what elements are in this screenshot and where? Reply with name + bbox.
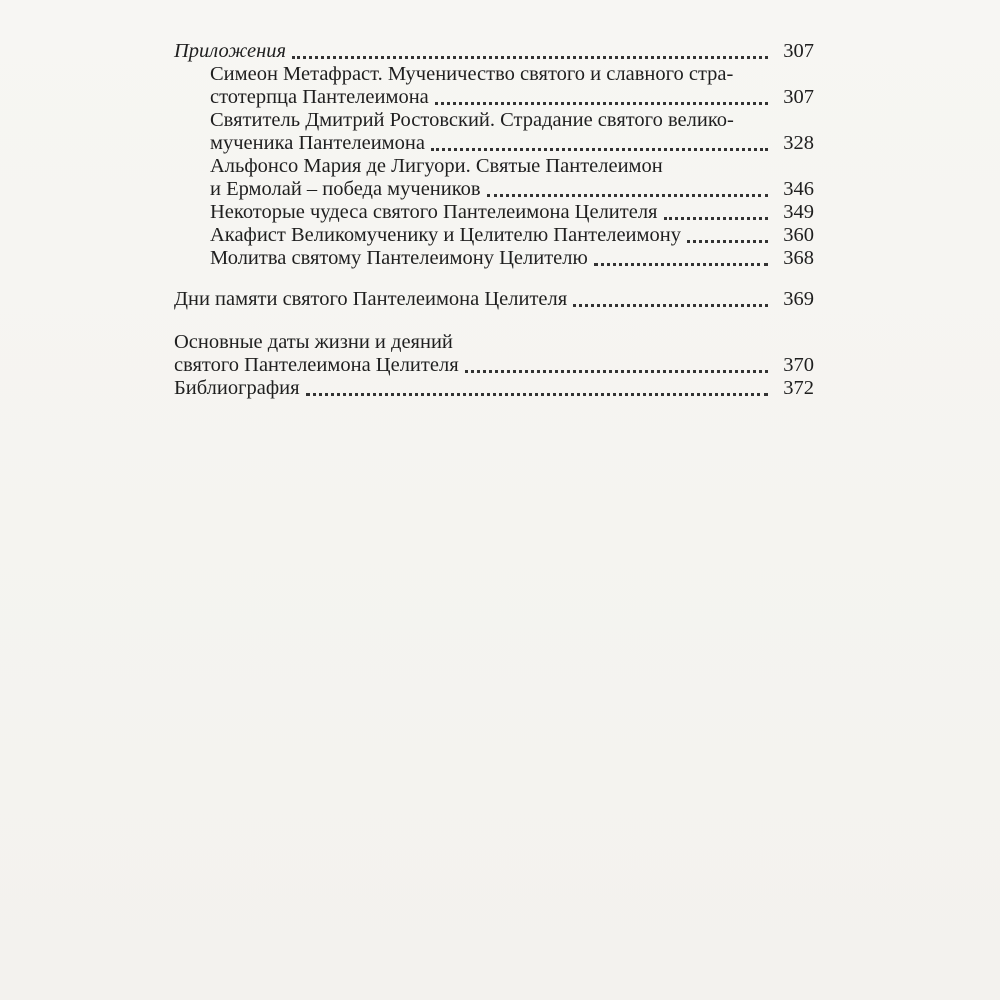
toc-entry-title: Акафист Великомученику и Целителю Пантелеимону <box>210 224 681 246</box>
toc-page-number: 368 <box>783 247 814 269</box>
toc-page-number: 370 <box>783 354 814 376</box>
toc-entry-title-line: и Ермолай – победа мучеников <box>210 178 481 200</box>
toc-entry-title-line: святого Пантелеимона Целителя <box>174 354 459 376</box>
toc-entry-title: Библиография <box>174 377 300 399</box>
leader-dots <box>594 257 768 266</box>
toc-entry-appendix[interactable] <box>174 40 814 63</box>
toc-entry-title-line: Альфонсо Мария де Лигуори. Святые Пантелеимон <box>210 155 663 177</box>
toc-page-number: 372 <box>783 377 814 399</box>
toc-entry-prayer[interactable] <box>174 247 814 270</box>
leader-dots <box>435 96 768 105</box>
toc-entry-title-line: Симеон Метафраст. Мученичество святого и славного стра- <box>210 63 734 85</box>
toc-entry-memory-days[interactable] <box>174 288 814 311</box>
table-of-contents <box>174 40 814 400</box>
toc-entry-title: Дни памяти святого Пантелеимона Целителя <box>174 288 568 310</box>
leader-dots <box>306 387 768 396</box>
toc-entry-dates[interactable] <box>174 331 814 377</box>
toc-entry-miracles[interactable] <box>174 201 814 224</box>
toc-page-number: 328 <box>783 132 814 154</box>
toc-entry-title: Некоторые чудеса святого Пантелеимона Целителя <box>210 201 658 223</box>
toc-entry-title-line: Основные даты жизни и деяний <box>174 331 453 353</box>
toc-page-number: 360 <box>783 224 814 246</box>
leader-dots <box>687 234 768 243</box>
toc-page-number: 369 <box>783 288 814 310</box>
toc-page-number: 346 <box>783 178 814 200</box>
leader-dots <box>465 364 768 373</box>
toc-page-number: 307 <box>783 86 814 108</box>
toc-entry-bibliography[interactable] <box>174 377 814 400</box>
toc-entry-title-line: мученика Пантелеимона <box>210 132 425 154</box>
toc-entry-metaphrast[interactable] <box>174 63 814 109</box>
toc-entry-title: Молитва святому Пантелеимону Целителю <box>210 247 588 269</box>
leader-dots <box>487 188 768 197</box>
leader-dots <box>573 298 768 307</box>
toc-page-number: 307 <box>783 40 814 62</box>
toc-entry-title-line: стотерпца Пантелеимона <box>210 86 429 108</box>
toc-entry-dmitry-rostovsky[interactable] <box>174 109 814 155</box>
toc-entry-akathist[interactable] <box>174 224 814 247</box>
toc-page-number: 349 <box>783 201 814 223</box>
toc-entry-liguori[interactable] <box>174 155 814 201</box>
leader-dots <box>664 211 769 220</box>
leader-dots <box>431 142 768 151</box>
toc-entry-title: Приложения <box>174 40 287 62</box>
leader-dots <box>292 50 768 59</box>
toc-entry-title-line: Святитель Дмитрий Ростовский. Страдание святого велико- <box>210 109 734 131</box>
